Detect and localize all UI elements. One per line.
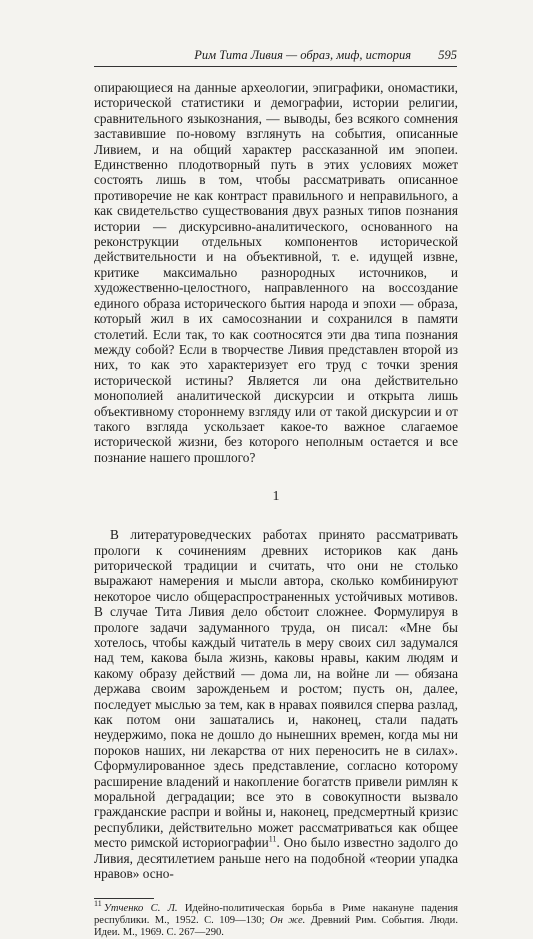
running-title: Рим Тита Ливия — образ, миф, история xyxy=(194,48,411,62)
paragraph-section-start xyxy=(94,527,458,881)
footnote-author: Утченко С. Л. xyxy=(103,902,178,914)
page-number: 595 xyxy=(438,48,457,62)
footnote-text-second: Древний Рим. События. Люди. Идеи. М., 1969. С. 267—290. xyxy=(94,914,458,938)
footnote-author-same: Он же. xyxy=(269,914,306,926)
footnote-reference[interactable]: 11 xyxy=(268,834,277,844)
running-header xyxy=(94,46,457,67)
footnote xyxy=(94,898,458,939)
paragraph-main-text: В литературоведческих работах принято рассматривать прологи к сочинениям древних историков как дань риторической традиции и считать, что они не столько выражают намерения и мысли автора, сколько комбинируют некоторое число общераспространенных устойчивых мотивов. В случае Тита Ливия дело обстоит сложнее. Формулируя в прологе задачи задуманного труда, он писал: «Мне бы хотелось, чтобы каждый читатель в меру своих сил задумался над тем, какова была жизнь, каковы нравы, каким людям и какому образу действий — дома ли, на войне ли — обязана держава своим зарожденьем и ростом; пусть он, далее, последует мыслью за тем, как в нравах появился сперва разлад, как потом они зашатались и, наконец, стали падать неудержимо, пока не дошло до нынешних времен, когда мы ни пороков наших, ни лекарства от них переносить не в силах». Сформулированное здесь представление, согласно которому расширение владений и накопление богатств привели римлян к моральной деградации; все это в совокупности вызвало гражданские распри и войны и, наконец, предсмертный кризис республики, действительно может рассматриваться как общее место римской историографии xyxy=(94,527,458,851)
paragraph-tail-text: . Оно было известно задолго до Ливия, десятилетием раньше него на подобной «теории упадка нравов» осно- xyxy=(94,835,458,882)
paragraph-continued: опирающиеся на данные археологии, эпиграфики, ономастики, исторической статистики и демографии, истории религии, сравнительного языкознания, — выводы, без всякого сомнения заставившие по-новому взглянуть на события, описанные Ливием, и на общий характер рассказанной им эпопеи. Единственно плодотворный путь в этих условиях может состоять лишь в том, чтобы рассматривать описанное противоречие не как контраст правильного и неправильного, а как свидетельство существования двух разных типов познания истории — дискурсивно-аналитического, основанного на реконструкции отдельных компонентов исторической действительности и на объективной, т. е. идущей извне, критике максимально разнородных источников, и художественно-целостного, направленного на воссоздание единого образа исторического бытия народа и эпохи — образа, который жил в их самосознании и сохранился в памяти столетий. Если так, то как соотносятся эти два типа познания между собой? Если в творчестве Ливия представлен второй из них, то как это характеризует его труд с точки зрения исторической истины? Является ли она действительно монополией аналитической дискурсии и открыта лишь объективному стороннему взгляду или от такой дискурсии и от такого взгляда ускользает какое-то важное слагаемое исторической жизни, без которого неполным остается и все познание нашего прошлого? xyxy=(94,80,458,465)
page-body xyxy=(94,80,458,939)
section-heading: 1 xyxy=(272,489,280,505)
footnote-text: Идейно-политическая борьба в Риме накануне падения республики. М., 1952. С. 109—130; xyxy=(94,902,458,926)
footnote-divider xyxy=(94,898,154,899)
footnote-number: 11 xyxy=(94,898,102,908)
